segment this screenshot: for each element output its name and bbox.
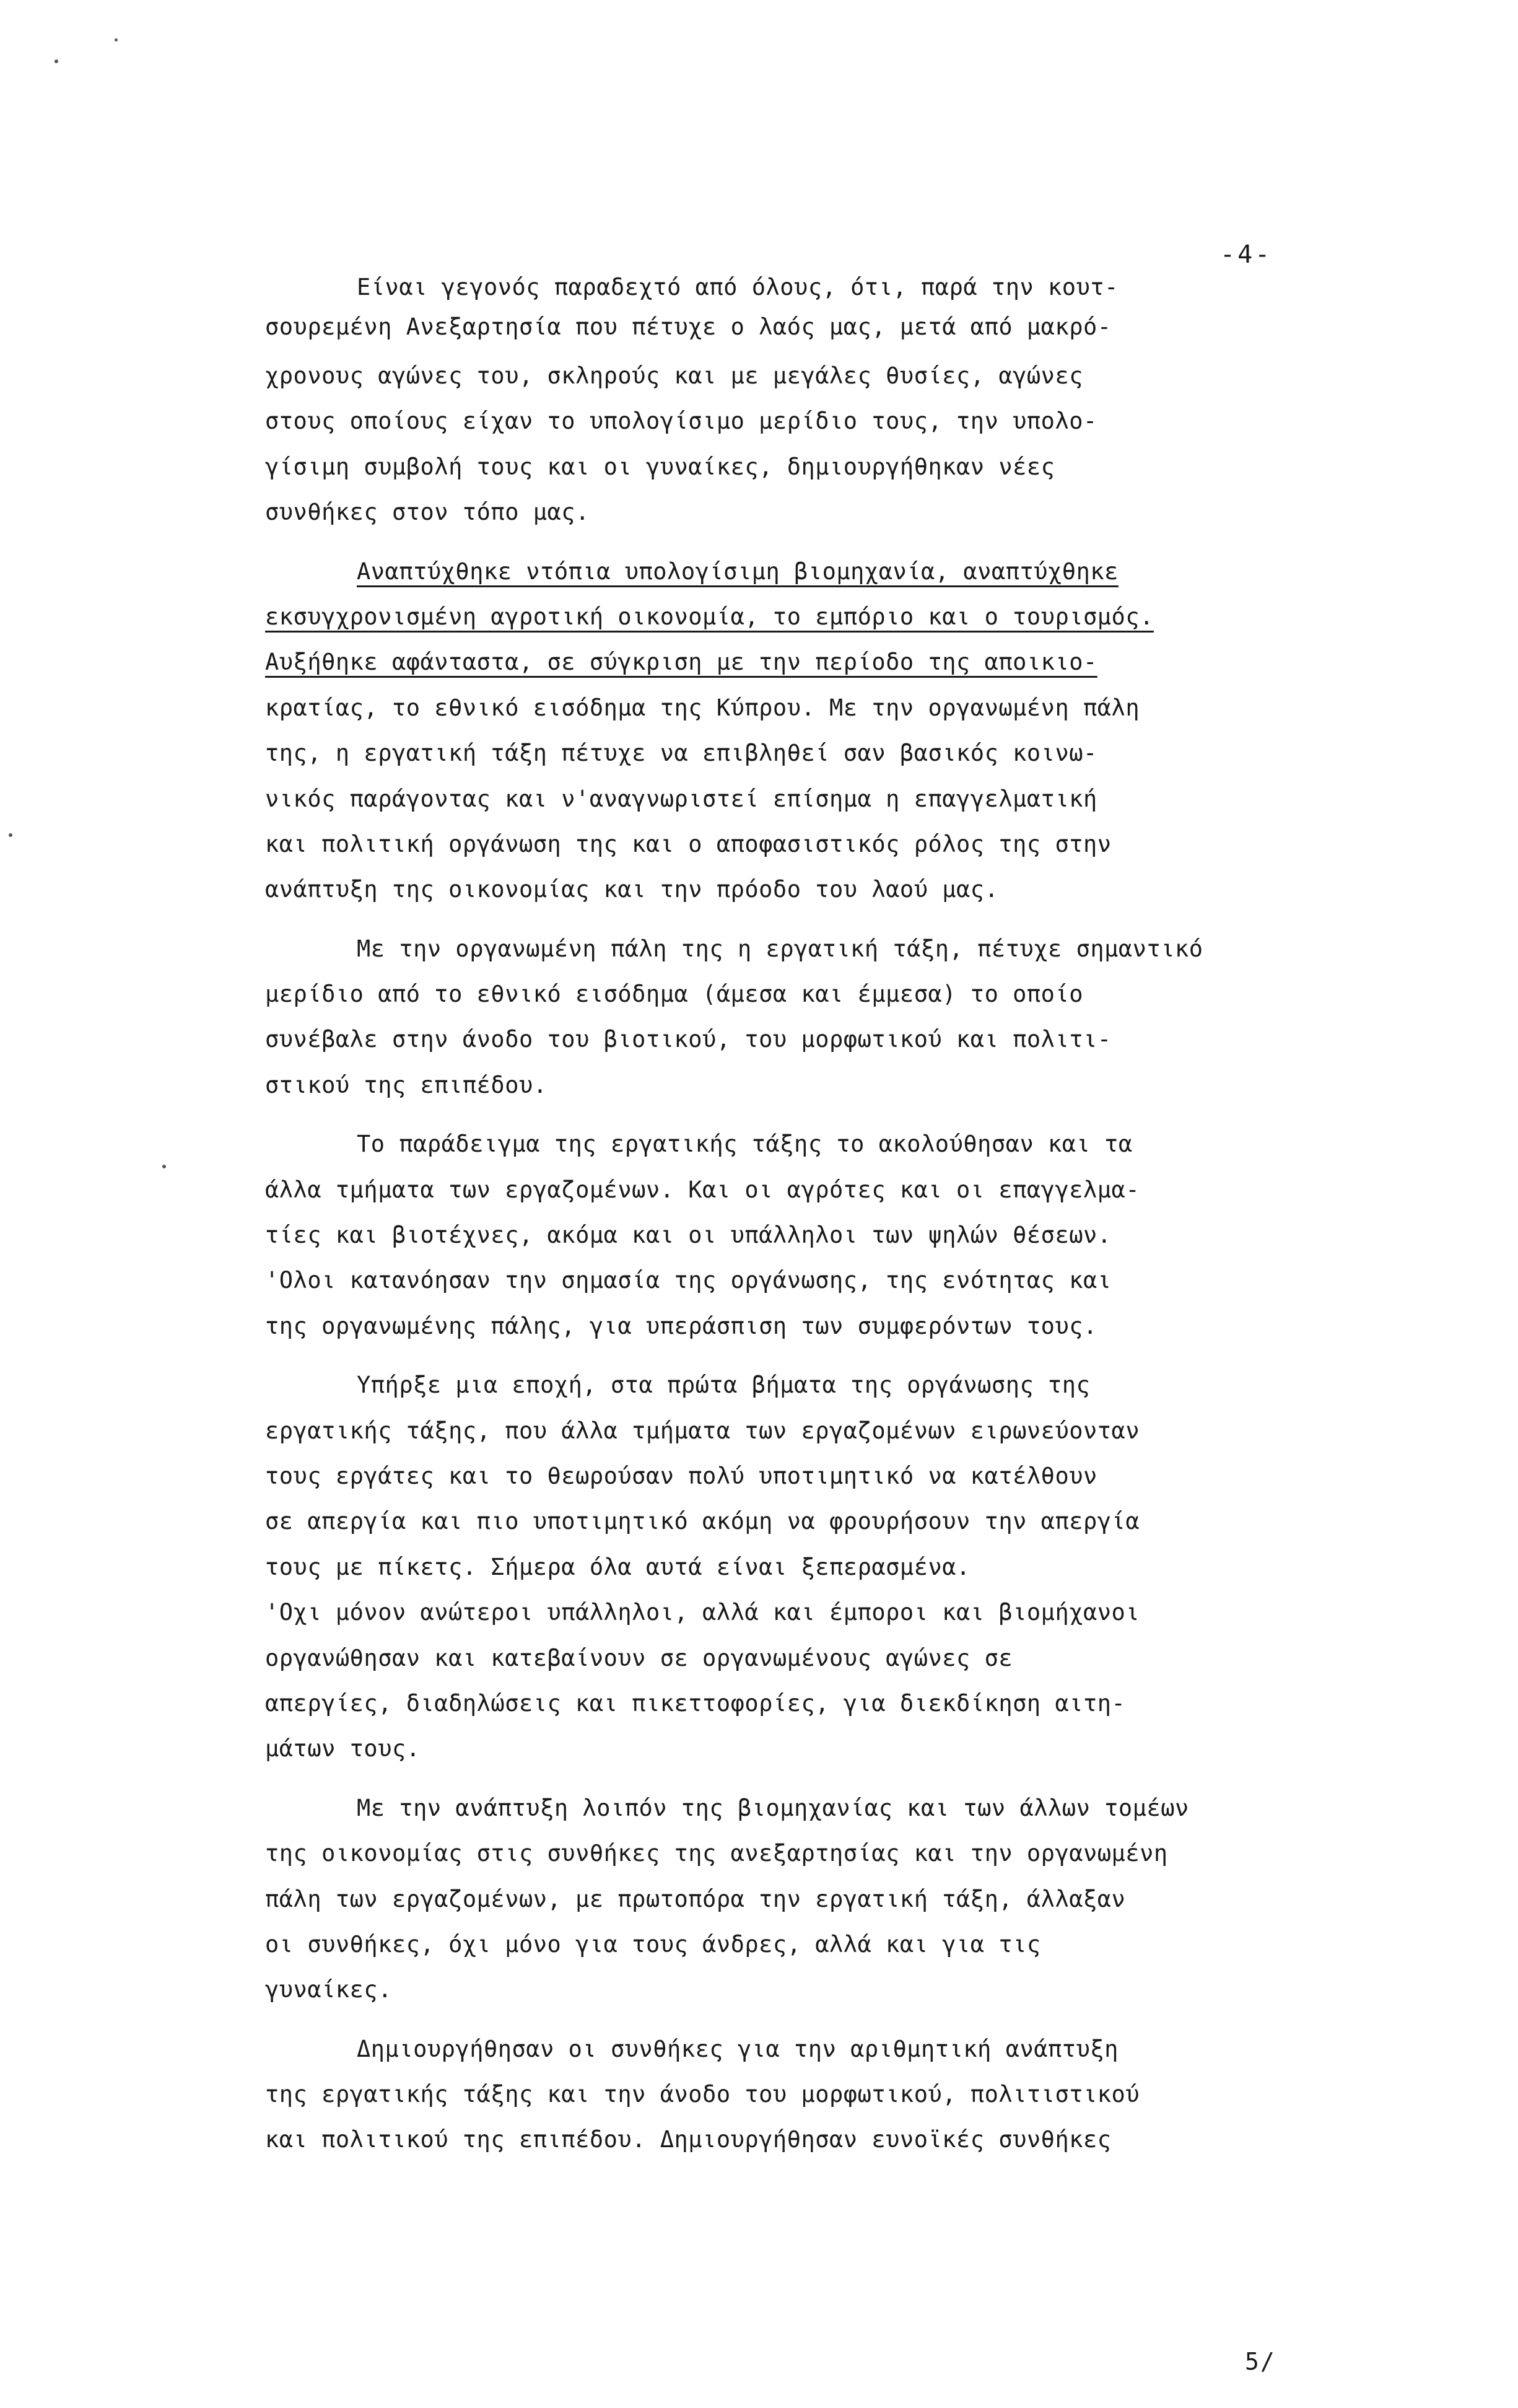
text-line: της οργανωμένης πάλης, για υπεράσπιση των συμφερόντων τους. <box>265 1312 1097 1339</box>
text-line: στους οποίους είχαν το υπολογίσιμο μερίδιο τους, την υπολο- <box>265 408 1097 435</box>
text-line: οργανώθησαν και κατεβαίνουν σε οργανωμένους αγώνες σε <box>265 1644 1013 1671</box>
scan-speck <box>115 38 118 42</box>
document-body <box>265 268 1467 2163</box>
underlined-text: Αυξήθηκε αφάνταστα, σε σύγκριση με την περίοδο της αποικιο- <box>265 649 1097 676</box>
text-line: της εργατικής τάξης και την άνοδο του μορφωτικού, πολιτιστικού <box>265 2081 1140 2108</box>
continuation-marker: 5/ <box>1245 2348 1276 2375</box>
text-line <box>265 549 1467 594</box>
text-line: τους με πίκετς. Σήμερα όλα αυτά είναι ξεπερασμένα. <box>265 1553 971 1580</box>
text-line: 'Ολοι κατανόησαν την σημασία της οργάνωσης, της ενότητας και <box>265 1267 1112 1294</box>
text-line: άλλα τμήματα των εργαζομένων. Και οι αγρότες και οι επαγγελμα- <box>265 1176 1140 1203</box>
text-line: χρονους αγώνες του, σκληρούς και με μεγάλες θυσίες, αγώνες <box>265 362 1084 389</box>
text-line: μάτων τους. <box>265 1735 421 1762</box>
text-line: στικού της επιπέδου. <box>265 1071 547 1098</box>
page-number: -4- <box>1220 240 1273 269</box>
text-line: της, η εργατική τάξη πέτυχε να επιβληθεί σαν βασικός κοινω- <box>265 740 1097 767</box>
scan-speck <box>162 1165 166 1168</box>
text-line: μερίδιο από το εθνικό εισόδημα (άμεσα και έμμεσα) το οποίο <box>265 981 1084 1008</box>
text-line: νικός παράγοντας και ν'αναγνωριστεί επίσημα η επαγγελματική <box>265 785 1097 812</box>
text-line: και πολιτικού της επιπέδου. Δημιουργήθησαν ευνοϊκές συνθήκες <box>265 2126 1112 2153</box>
text-line: Με την οργανωμένη πάλη της η εργατική τάξη, πέτυχε σημαντικό <box>357 935 1203 962</box>
text-line: πάλη των εργαζομένων, με πρωτοπόρα την εργατική τάξη, άλλαξαν <box>265 1885 1126 1912</box>
text-line: γυναίκες. <box>265 1976 392 2003</box>
scan-speck <box>9 833 12 837</box>
text-line: συνέβαλε στην άνοδο του βιοτικού, του μορφωτικού και πολιτι- <box>265 1026 1112 1053</box>
text-line: εργατικής τάξης, που άλλα τμήματα των εργαζομένων ειρωνεύονταν <box>265 1417 1140 1444</box>
text-line: Με την ανάπτυξη λοιπόν της βιομηχανίας και των άλλων τομέων <box>357 1794 1189 1821</box>
text-line: Υπήρξε μια εποχή, στα πρώτα βήματα της οργάνωσης της <box>357 1372 1091 1399</box>
text-line: ανάπτυξη της οικονομίας και την πρόοδο του λαού μας. <box>265 876 999 903</box>
text-line: Το παράδειγμα της εργατικής τάξης το ακολούθησαν και τα <box>357 1131 1133 1158</box>
text-line: σε απεργία και πιο υποτιμητικό ακόμη να φρουρήσουν την απεργία <box>265 1508 1140 1535</box>
text-line: και πολιτική οργάνωση της και ο αποφασιστικός ρόλος της στην <box>265 830 1112 857</box>
text-line: κρατίας, το εθνικό εισόδημα της Κύπρου. Με την οργανωμένη πάλη <box>265 694 1140 721</box>
text-line: 'Οχι μόνον ανώτεροι υπάλληλοι, αλλά και έμποροι και βιομήχανοι <box>265 1599 1140 1626</box>
scan-speck <box>55 59 58 63</box>
text-line: τους εργάτες και το θεωρούσαν πολύ υποτιμητικό να κατέλθουν <box>265 1462 1097 1489</box>
text-line: Δημιουργήθησαν οι συνθήκες για την αριθμητική ανάπτυξη <box>357 2035 1119 2062</box>
text-line: απεργίες, διαδηλώσεις και πικεττοφορίες, για διεκδίκηση αιτη- <box>265 1689 1126 1717</box>
text-line <box>265 639 1467 685</box>
text-line: γίσιμη συμβολή τους και οι γυναίκες, δημιουργήθηκαν νέες <box>265 453 1055 480</box>
text-line: συνθήκες στον τόπο μας. <box>265 499 590 526</box>
underlined-text: εκσυγχρονισμένη αγροτική οικονομία, το εμπόριο και ο τουρισμός. <box>265 603 1154 630</box>
text-line: Είναι γεγονός παραδεχτό από όλους, ότι, παρά την κουτ- <box>357 274 1119 300</box>
underlined-text: Αναπτύχθηκε ντόπια υπολογίσιμη βιομηχανία, αναπτύχθηκε <box>357 558 1119 585</box>
text-line: της οικονομίας στις συνθήκες της ανεξαρτησίας και την οργανωμένη <box>265 1840 1168 1867</box>
text-line: οι συνθήκες, όχι μόνο για τους άνδρες, αλλά και για τις <box>265 1930 1041 1958</box>
text-line: τίες και βιοτέχνες, ακόμα και οι υπάλληλοι των ψηλών θέσεων. <box>265 1222 1112 1249</box>
text-line <box>265 594 1467 639</box>
text-line: σουρεμένη Ανεξαρτησία που πέτυχε ο λαός μας, μετά από μακρό- <box>265 313 1112 340</box>
